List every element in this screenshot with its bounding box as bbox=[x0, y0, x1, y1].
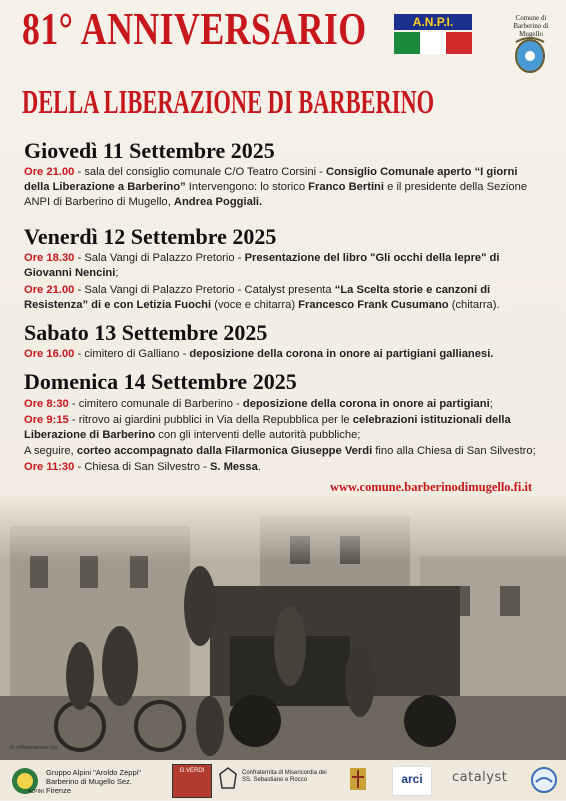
alpini-text: Gruppo Alpini "Aroldo Zeppi" Barberino di Mugello Sez. Firenze bbox=[46, 768, 141, 795]
italian-flag-icon bbox=[394, 32, 472, 54]
event-friday-1830 bbox=[24, 251, 544, 281]
day-title-sunday: Domenica 14 Settembre 2025 bbox=[24, 369, 297, 394]
alpini-badge: ALPINI bbox=[28, 789, 44, 795]
event-text: deposizione della corona in onore ai partigiani gallianesi. bbox=[189, 348, 494, 360]
event-text: con gli interventi delle autorità pubbliche; bbox=[155, 429, 361, 441]
event-text: Francesco Frank Cusumano bbox=[298, 299, 449, 311]
arci-logo bbox=[392, 766, 432, 796]
event-time: Ore 11:30 bbox=[24, 461, 75, 473]
event-text: (voce e chitarra) bbox=[211, 299, 299, 311]
event-text: e il presidente della Sezione ANPI di Barberino di Mugello, bbox=[24, 181, 528, 208]
event-text: Consiglio Comunale aperto bbox=[326, 166, 472, 178]
event-sunday-0830 bbox=[24, 397, 544, 412]
event-text: Andrea Poggiali. bbox=[173, 196, 263, 208]
event-text: - Sala Vangi di Palazzo Pretorio - Catalyst presenta bbox=[74, 284, 335, 296]
sponsor-footer bbox=[0, 760, 566, 800]
subtitle: DELLA LIBERAZIONE DI BARBERINO bbox=[22, 84, 435, 121]
event-text: - ritrovo ai giardini pubblici in Via della Repubblica per le bbox=[68, 414, 353, 426]
event-saturday-1600 bbox=[24, 347, 544, 362]
event-sunday-corteo bbox=[24, 444, 544, 459]
misericordia-icon bbox=[218, 766, 238, 792]
misericordia-text: Confraternita di Misericordia dei SS. Sebastiano e Rocco bbox=[242, 770, 327, 783]
event-text: - cimitero di Galliano - bbox=[74, 348, 190, 360]
event-text: corteo accompagnato dalla Filarmonica Giuseppe Verdi bbox=[76, 445, 373, 457]
event-text: “I giorni della Liberazione a Barberino” bbox=[24, 166, 518, 193]
event-text: Franco Bertini bbox=[308, 181, 384, 193]
event-friday-2100 bbox=[24, 283, 544, 313]
anpi-label: A.N.P.I. bbox=[394, 14, 472, 30]
event-text: - Chiesa di San Silvestro - bbox=[74, 461, 210, 473]
catalyst-logo: catalyst bbox=[452, 770, 508, 785]
event-text: S. Messa bbox=[209, 461, 258, 473]
event-text: - Sala Vangi di Palazzo Pretorio - bbox=[74, 252, 245, 264]
anpi-logo bbox=[394, 14, 472, 56]
event-text: A seguire, bbox=[24, 445, 77, 457]
church-crest-icon bbox=[346, 766, 370, 794]
filarmonica-verdi-logo bbox=[172, 764, 212, 798]
event-text: fino alla Chiesa di San Silvestro; bbox=[372, 445, 536, 457]
arci-label: arci bbox=[401, 772, 423, 786]
event-text: (chitarra). bbox=[448, 299, 500, 311]
day-title-friday: Venerdì 12 Settembre 2025 bbox=[24, 224, 277, 249]
day-title-thursday: Giovedì 11 Settembre 2025 bbox=[24, 138, 275, 163]
round-association-icon bbox=[530, 766, 558, 794]
event-time: Ore 9:15 bbox=[24, 414, 69, 426]
website-link[interactable]: www.comune.barberinodimugello.fi.it bbox=[330, 480, 533, 494]
comune-name: Comune di Barberino di Mugello bbox=[513, 14, 549, 38]
event-text: deposizione della corona in onore ai partigiani bbox=[242, 398, 490, 410]
event-text: Intervengono: lo storico bbox=[185, 181, 309, 193]
verdi-label: G.VERDI bbox=[179, 768, 205, 774]
event-text: - sala del consiglio comunale C/O Teatro Corsini - bbox=[74, 166, 327, 178]
historical-photo bbox=[0, 496, 566, 760]
event-sunday-1130 bbox=[24, 460, 544, 475]
main-title: 81° ANNIVERSARIO bbox=[22, 3, 367, 54]
event-text: ; bbox=[115, 267, 119, 279]
event-text: . bbox=[257, 461, 261, 473]
event-text: “La Scelta storie e canzoni di Resistenza” di e con Letizia Fuochi bbox=[24, 284, 491, 311]
event-time: Ore 21.00 bbox=[24, 284, 75, 296]
event-time: Ore 16.00 bbox=[24, 348, 75, 360]
comune-crest-icon bbox=[506, 34, 554, 74]
event-time: Ore 8:30 bbox=[24, 398, 69, 410]
event-text: Presentazione del libro "Gli occhi della lepre" di Giovanni Nencini bbox=[24, 252, 500, 279]
event-sunday-0915 bbox=[24, 413, 544, 443]
event-text: ; bbox=[489, 398, 493, 410]
event-time: Ore 18.30 bbox=[24, 252, 75, 264]
collaboration-label: In collaborazione con: bbox=[10, 745, 59, 751]
event-text: celebrazioni istituzionali della Liberazione di Barberino bbox=[24, 414, 511, 441]
event-thursday bbox=[24, 165, 544, 210]
event-text: - cimitero comunale di Barberino - bbox=[68, 398, 243, 410]
event-time: Ore 21.00 bbox=[24, 166, 75, 178]
day-title-saturday: Sabato 13 Settembre 2025 bbox=[24, 320, 268, 345]
